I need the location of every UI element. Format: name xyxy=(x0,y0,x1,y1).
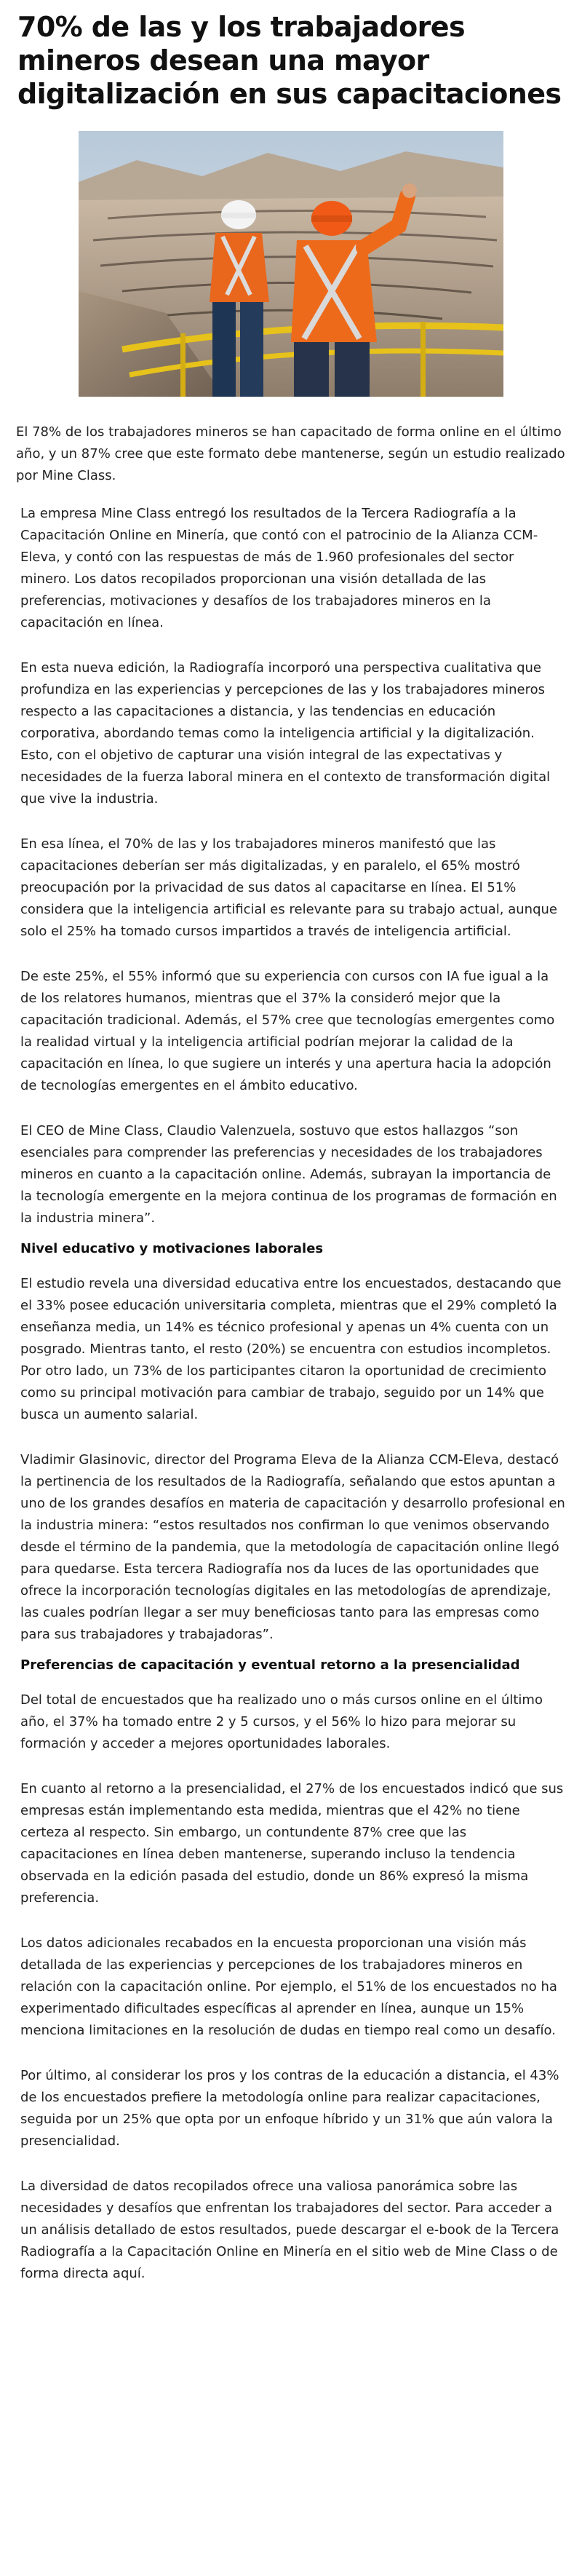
body-paragraph: En esa línea, el 70% de las y los trabajadores mineros manifestó que las capacitaciones deberían ser más digitalizadas, y en paralelo, el 65% mostró preocupación por la privacidad de sus datos al capacitarse en línea. El 51% considera que la inteligencia artificial es relevante para su trabajo actual, aunque solo el 25% ha tomado cursos impartidos a través de inteligencia artificial. xyxy=(20,836,557,939)
hero-image xyxy=(79,131,503,397)
body-paragraph: Vladimir Glasinovic, director del Programa Eleva de la Alianza CCM-Eleva, destacó la pertinencia de los resultados de la Radiografía, señalando que estos apuntan a uno de los grandes desafíos en materia de capacitación y desarrollo profesional en la industria minera: “estos resultados nos confirman lo que venimos observando desde el término de la pandemia, que la metodología de capacitación online llegó para quedarse. Esta tercera Radiografía nos da luces de las oportunidades que ofrece la incorporación tecnologías digitales en las metodologías de aprendizaje, las cuales podrían llegar a ser muy beneficiosas tanto para las empresas como para sus trabajadores y trabajadoras”. xyxy=(20,1452,565,1642)
body-paragraph: Del total de encuestados que ha realizado uno o más cursos online en el último año, el 37% ha tomado entre 2 y 5 cursos, y el 56% lo hizo para mejorar su formación y acceder a mejores oportunidades laborales. xyxy=(20,1692,543,1751)
body-paragraph: En esta nueva edición, la Radiografía incorporó una perspectiva cualitativa que profundiza en las experiencias y percepciones de las y los trabajadores mineros respecto a las capacitaciones a distancia, y las tendencias en educación corporativa, abordando temas como la inteligencia artificial y la digitalización. Esto, con el objetivo de capturar una visión integral de las expectativas y necesidades de la fuerza laboral minera en el contexto de transformación digital que vive la industria. xyxy=(20,660,551,807)
body-paragraph: En cuanto al retorno a la presencialidad, el 27% de los encuestados indicó que sus empresas están implementando esta medida, mientras que el 42% no tiene certeza al respecto. Sin embargo, un contundente 87% cree que las capacitaciones en línea deben mantenerse, superando incluso la tendencia observada en la edición pasada del estudio, donde un 86% expresó la misma preferencia. xyxy=(20,1781,564,1906)
body-paragraph: La diversidad de datos recopilados ofrece una valiosa panorámica sobre las necesidades y desafíos que enfrentan los trabajadores del sector. Para acceder a un análisis detallado de estos resultados, puede descargar el e-book de la Tercera Radiografía a la Capacitación Online en Minería en el sitio web de Mine Class o de forma directa aquí. xyxy=(20,2179,559,2281)
body-paragraph: Por último, al considerar los pros y los contras de la educación a distancia, el 43% de los encuestados prefiere la metodología online para realizar capacitaciones, seguida por un 25% que opta por un enfoque híbrido y un 31% que aún valora la presencialidad. xyxy=(20,2068,559,2149)
section-heading-preferences: Preferencias de capacitación y eventual retorno a la presencialidad xyxy=(20,1657,520,1673)
body-paragraph: El estudio revela una diversidad educativa entre los encuestados, destacando que el 33% posee educación universitaria completa, mientras que el 29% completó la enseñanza media, un 14% es técnico profesional y apenas un 4% cuenta con un posgrado. Mientras tanto, el resto (20%) se encuentra con estudios incompletos. Por otro lado, un 73% de los participantes citaron la oportunidad de crecimiento como su principal motivación para cambiar de trabajo, seguido por un 14% que busca un aumento salarial. xyxy=(20,1276,562,1422)
section-heading-education: Nivel educativo y motivaciones laborales xyxy=(20,1241,324,1256)
body-paragraph: Los datos adicionales recabados en la encuesta proporcionan una visión más detallada de las experiencias y percepciones de los trabajadores mineros en relación con la capacitación online. Por ejemplo, el 51% de los encuestados no ha experimentado dificultades específicas al aprender en línea, aunque un 15% menciona limitaciones en la resolución de dudas en tiempo real como un desafío. xyxy=(20,1935,557,2038)
body-paragraph: De este 25%, el 55% informó que su experiencia con cursos con IA fue igual a la de los relatores humanos, mientras que el 37% la consideró mejor que la capacitación tradicional. Además, el 57% cree que tecnologías emergentes como la realidad virtual y la inteligencia artificial podrían mejorar la calidad de la capacitación en línea, lo que sugiere un interés y una apertura hacia la adopción de tecnologías emergentes en el ámbito educativo. xyxy=(20,969,555,1093)
body-paragraph: La empresa Mine Class entregó los resultados de la Tercera Radiografía a la Capacitación Online en Minería, que contó con el patrocinio de la Alianza CCM-Eleva, y contó con las respuestas de más de 1.960 profesionales del sector minero. Los datos recopilados proporcionan una visión detallada de las preferencias, motivaciones y desafíos de los trabajadores mineros en la capacitación en línea. xyxy=(20,506,538,630)
article-title: 70% de las y los trabajadores mineros desean una mayor digitalización en sus capacitaciones xyxy=(17,11,562,110)
lead-paragraph: El 78% de los trabajadores mineros se han capacitado de forma online en el último año, y un 87% cree que este formato debe mantenerse, según un estudio realizado por Mine Class. xyxy=(16,424,565,483)
body-paragraph: El CEO de Mine Class, Claudio Valenzuela, sostuvo que estos hallazgos “son esenciales para comprender las preferencias y necesidades de los trabajadores mineros en cuanto a la capacitación online. Además, subrayan la importancia de la tecnología emergente en la mejora continua de los programas de formación en la industria minera”. xyxy=(20,1123,557,1226)
article xyxy=(0,10,582,2285)
